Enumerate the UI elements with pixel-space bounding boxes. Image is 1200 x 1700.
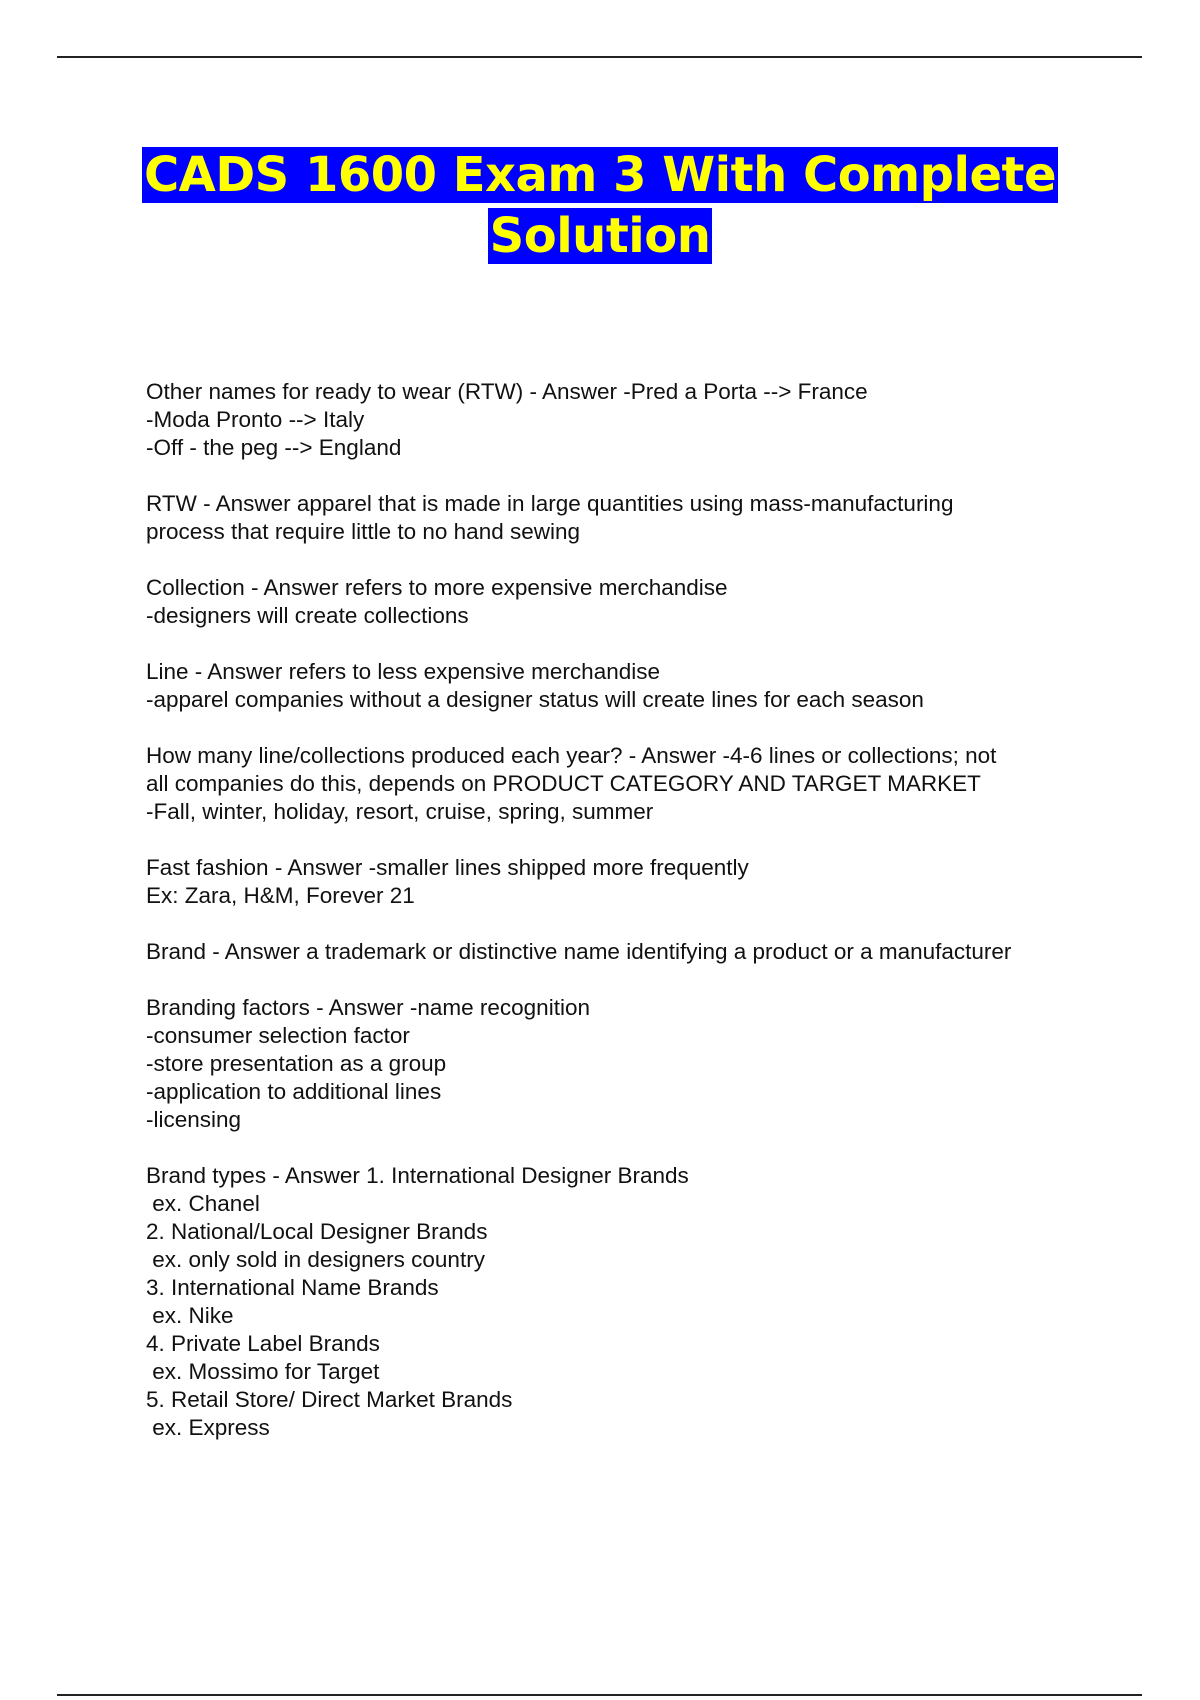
entry-line: -designers will create collections xyxy=(146,603,469,628)
entry-line: Branding factors - Answer -name recognition xyxy=(146,995,590,1020)
qa-entry xyxy=(146,854,1106,910)
qa-entry xyxy=(146,994,1106,1134)
qa-entry xyxy=(146,378,1106,462)
entry-line: Brand types - Answer 1. International Designer Brands xyxy=(146,1163,689,1188)
entry-line: -Moda Pronto --> Italy xyxy=(146,407,365,432)
entry-line: Fast fashion - Answer -smaller lines shipped more frequently xyxy=(146,855,749,880)
entry-line: Brand - Answer a trademark or distinctive name identifying a product or a manufacturer xyxy=(146,939,1012,964)
entry-line: ex. Mossimo for Target xyxy=(146,1359,380,1384)
title-line-1: CADS 1600 Exam 3 With Complete xyxy=(143,147,1057,203)
entry-line: Line - Answer refers to less expensive merchandise xyxy=(146,659,660,684)
entry-line: 2. National/Local Designer Brands xyxy=(146,1219,488,1244)
entry-line: all companies do this, depends on PRODUCT CATEGORY AND TARGET MARKET xyxy=(146,771,981,796)
title-line-2: Solution xyxy=(489,208,711,264)
qa-entry xyxy=(146,1162,1106,1442)
entry-line: -store presentation as a group xyxy=(146,1051,447,1076)
document-body xyxy=(146,378,1106,1470)
entry-line: ex. Express xyxy=(146,1415,270,1440)
document-title xyxy=(0,145,1200,267)
entry-line: How many line/collections produced each year? - Answer -4-6 lines or collections; not xyxy=(146,743,997,768)
entry-line: Ex: Zara, H&M, Forever 21 xyxy=(146,883,415,908)
entry-line: -consumer selection factor xyxy=(146,1023,410,1048)
entry-line: -application to additional lines xyxy=(146,1079,442,1104)
entry-line: ex. Chanel xyxy=(146,1191,260,1216)
entry-line: Collection - Answer refers to more expensive merchandise xyxy=(146,575,728,600)
entry-line: ex. Nike xyxy=(146,1303,234,1328)
entry-line: -licensing xyxy=(146,1107,242,1132)
bottom-rule xyxy=(57,1694,1142,1696)
top-rule xyxy=(57,56,1142,58)
entry-line: Other names for ready to wear (RTW) - Answer -Pred a Porta --> France xyxy=(146,379,868,404)
entry-line: -Off - the peg --> England xyxy=(146,435,402,460)
entry-line: process that require little to no hand sewing xyxy=(146,519,581,544)
entry-line: 5. Retail Store/ Direct Market Brands xyxy=(146,1387,513,1412)
entry-line: ex. only sold in designers country xyxy=(146,1247,485,1272)
qa-entry xyxy=(146,938,1106,966)
entry-line: -Fall, winter, holiday, resort, cruise, spring, summer xyxy=(146,799,654,824)
qa-entry xyxy=(146,658,1106,714)
entry-line: 4. Private Label Brands xyxy=(146,1331,380,1356)
qa-entry xyxy=(146,742,1106,826)
entry-line: RTW - Answer apparel that is made in large quantities using mass-manufacturing xyxy=(146,491,954,516)
qa-entry xyxy=(146,490,1106,546)
qa-entry xyxy=(146,574,1106,630)
entry-line: -apparel companies without a designer status will create lines for each season xyxy=(146,687,924,712)
entry-line: 3. International Name Brands xyxy=(146,1275,439,1300)
